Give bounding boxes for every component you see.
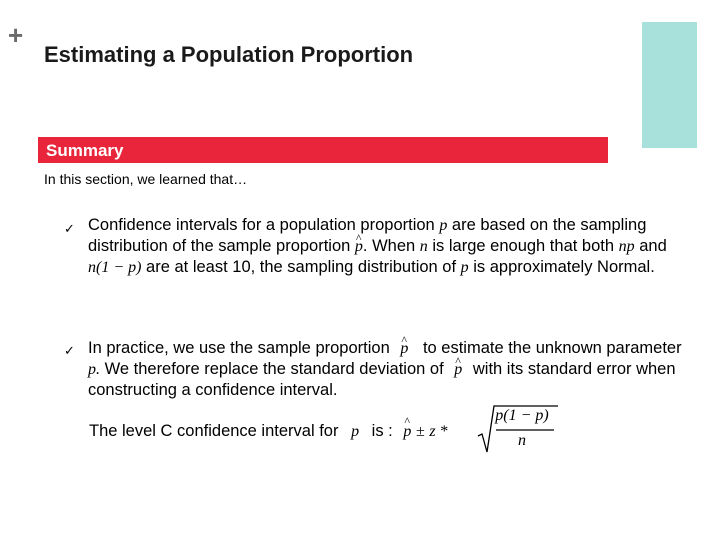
bullet-1-text-7: are at least 10, the sampling distribution of xyxy=(146,258,457,276)
bullet-1-text-5: is large enough that both xyxy=(432,237,615,255)
intro-text: In this section, we learned that… xyxy=(44,171,248,187)
slide-title: Estimating a Population Proportion xyxy=(44,42,414,67)
formula-numerator: p(1 − p) xyxy=(495,407,549,424)
symbol-p-2: p xyxy=(460,259,469,276)
formula-denominator: n xyxy=(518,432,526,449)
plus-icon: + xyxy=(8,20,24,50)
symbol-p: p xyxy=(439,217,448,234)
check-icon: ✓ xyxy=(64,222,75,237)
bullet-1-text-3: distribution of the sample proportion xyxy=(88,237,351,255)
symbol-p: p. xyxy=(88,361,100,378)
symbol-p-hat: ^ p xyxy=(400,339,408,359)
bullet-1-text-1: Confidence intervals for a population proportion xyxy=(88,216,435,234)
bullet-2-text-1: In practice, we use the sample proportion xyxy=(88,339,390,357)
bullet-2-text-3: We therefore replace the standard deviation of xyxy=(104,360,444,378)
symbol-p-hat: ^ p xyxy=(355,237,363,257)
formula-is: is : xyxy=(371,422,393,440)
symbol-p-hat: ^ p xyxy=(403,423,411,441)
summary-label: Summary xyxy=(46,141,124,160)
symbol-n-1-minus-p: n(1 − p) xyxy=(88,259,142,276)
symbol-p-hat-2: ^ p xyxy=(454,360,462,380)
bullet-1-text-6: and xyxy=(639,237,667,255)
symbol-z-star: z * xyxy=(429,423,448,440)
bullet-2-text-2: to estimate the unknown parameter xyxy=(422,339,682,357)
formula-label-text: The level C confidence interval for xyxy=(89,422,339,440)
symbol-n: n xyxy=(419,238,428,255)
bullet-1-text-8: is approximately Normal. xyxy=(473,258,655,276)
symbol-np: np xyxy=(618,238,635,255)
check-icon: ✓ xyxy=(64,344,75,359)
plus-minus-symbol: ± xyxy=(415,423,425,440)
bullet-1-text-2: are based on the sampling xyxy=(451,216,647,234)
accent-bar xyxy=(642,22,697,148)
bullet-1-text-4: . When xyxy=(362,237,416,255)
bullet-2-text-4: with its standard error when constructing a confidence interval. xyxy=(88,360,676,399)
bullet-1 xyxy=(88,215,684,278)
formula-fraction xyxy=(488,406,556,450)
formula-label xyxy=(89,422,448,441)
symbol-p: p xyxy=(351,423,360,440)
summary-banner xyxy=(38,137,608,163)
bullet-2 xyxy=(88,338,684,400)
